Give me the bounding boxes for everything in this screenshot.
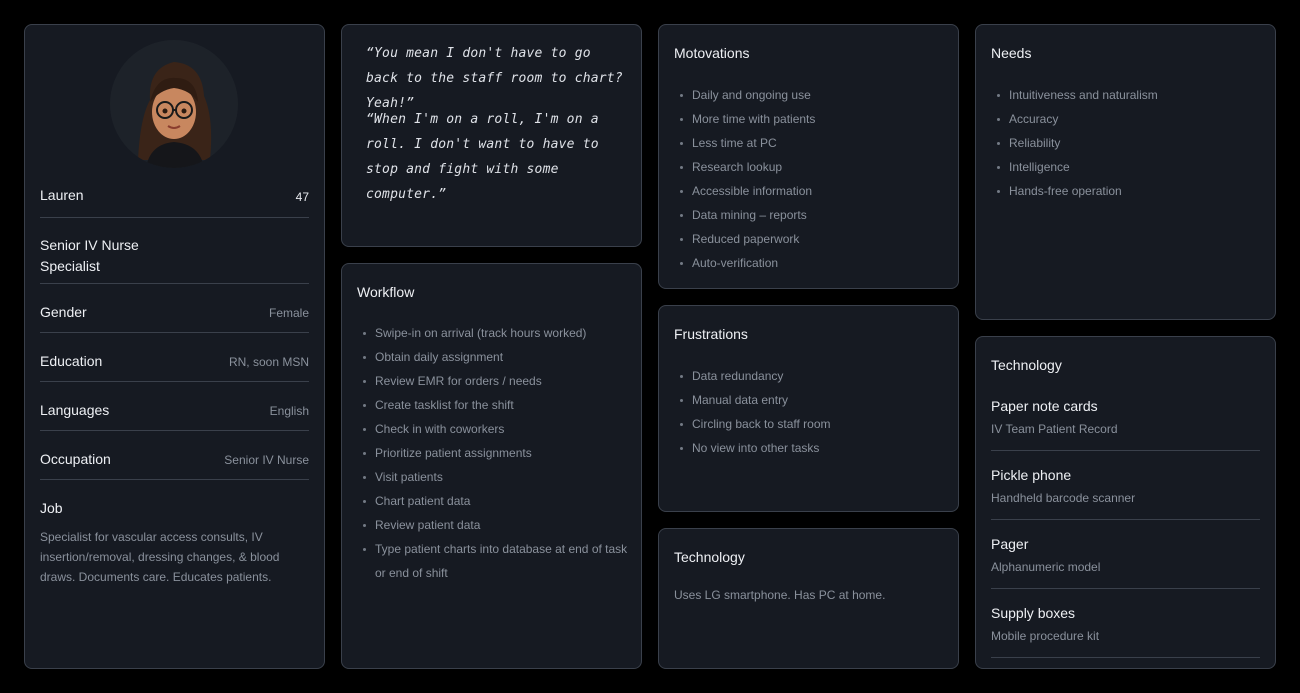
list-item: Research lookup xyxy=(674,155,946,179)
frustrations-card xyxy=(658,305,959,512)
list-item: Type patient charts into database at end of task or end of shift xyxy=(357,537,629,585)
gender-value: Female xyxy=(268,306,309,320)
list-item: Less time at PC xyxy=(674,131,946,155)
profile-row-education xyxy=(40,351,309,382)
list-item: Auto-verification xyxy=(674,251,946,275)
tech-item-name: Supply boxes xyxy=(991,605,1076,621)
list-item: Review patient data xyxy=(357,513,629,537)
list-item: Review EMR for orders / needs xyxy=(357,369,629,393)
motivations-title: Motovations xyxy=(674,45,750,61)
languages-label: Languages xyxy=(40,402,110,418)
avatar xyxy=(110,40,238,168)
profile-row-gender xyxy=(40,302,309,333)
workflow-card xyxy=(341,263,642,669)
quotes-card xyxy=(341,24,642,247)
motivations-list xyxy=(674,83,946,275)
list-item: Reliability xyxy=(991,131,1263,155)
needs-card xyxy=(975,24,1276,320)
gender-label: Gender xyxy=(40,304,87,320)
list-item: Visit patients xyxy=(357,465,629,489)
technology-note-text: Uses LG smartphone. Has PC at home. xyxy=(674,588,886,602)
list-item: Data redundancy xyxy=(674,364,946,388)
tech-item-pager xyxy=(991,536,1260,589)
list-item: More time with patients xyxy=(674,107,946,131)
needs-title: Needs xyxy=(991,45,1032,61)
workflow-title: Workflow xyxy=(357,284,415,300)
technology-note-title: Technology xyxy=(674,549,745,565)
profile-name-row xyxy=(40,185,309,218)
list-item: Swipe-in on arrival (track hours worked) xyxy=(357,321,629,345)
tech-item-name: Pager xyxy=(991,536,1029,552)
tech-item-desc: IV Team Patient Record xyxy=(991,422,1118,436)
languages-value: English xyxy=(269,404,309,418)
technology-list-card xyxy=(975,336,1276,669)
quote-1: “You mean I don't have to go back to the staff room to chart? Yeah!” xyxy=(366,46,623,111)
profile-row-occupation xyxy=(40,449,309,480)
tech-item-desc: Handheld barcode scanner xyxy=(991,491,1136,505)
tech-item-name: Pickle phone xyxy=(991,467,1072,483)
tech-item-paper-note-cards xyxy=(991,398,1260,451)
profile-age: 47 xyxy=(295,190,309,204)
list-item: Check in with coworkers xyxy=(357,417,629,441)
technology-note-card xyxy=(658,528,959,669)
list-item: Data mining – reports xyxy=(674,203,946,227)
job-description: Specialist for vascular access consults, IV insertion/removal, dressing changes, & blood draws. Documents care. Educates patients. xyxy=(40,530,280,584)
tech-item-desc: Mobile procedure kit xyxy=(991,629,1100,643)
list-item: Intelligence xyxy=(991,155,1263,179)
tech-item-pickle-phone xyxy=(991,467,1260,520)
occupation-value: Senior IV Nurse xyxy=(224,453,309,467)
list-item: Reduced paperwork xyxy=(674,227,946,251)
list-item: Manual data entry xyxy=(674,388,946,412)
technology-list-title: Technology xyxy=(991,357,1062,373)
list-item: Hands-free operation xyxy=(991,179,1263,203)
list-item: No view into other tasks xyxy=(674,436,946,460)
profile-card xyxy=(24,24,325,669)
frustrations-title: Frustrations xyxy=(674,326,748,342)
list-item: Circling back to staff room xyxy=(674,412,946,436)
motivations-card xyxy=(658,24,959,289)
list-item: Create tasklist for the shift xyxy=(357,393,629,417)
quote-2: “When I'm on a roll, I'm on a roll. I don't want to have to stop and fight with some computer.” xyxy=(366,112,599,202)
list-item: Accessible information xyxy=(674,179,946,203)
education-label: Education xyxy=(40,353,103,369)
tech-item-name: Paper note cards xyxy=(991,398,1098,414)
list-item: Intuitiveness and naturalism xyxy=(991,83,1263,107)
list-item: Accuracy xyxy=(991,107,1263,131)
list-item: Prioritize patient assignments xyxy=(357,441,629,465)
list-item: Obtain daily assignment xyxy=(357,345,629,369)
tech-item-supply-boxes xyxy=(991,605,1260,658)
workflow-list xyxy=(357,321,629,585)
education-value: RN, soon MSN xyxy=(228,355,309,369)
needs-list xyxy=(991,83,1263,203)
profile-title-row xyxy=(40,235,309,284)
profile-row-languages xyxy=(40,400,309,431)
tech-item-desc: Alphanumeric model xyxy=(991,560,1101,574)
profile-name: Lauren xyxy=(40,187,84,203)
list-item: Chart patient data xyxy=(357,489,629,513)
profile-title: Senior IV Nurse Specialist xyxy=(40,237,139,274)
occupation-label: Occupation xyxy=(40,451,111,467)
frustrations-list xyxy=(674,364,946,460)
job-title: Job xyxy=(40,500,63,516)
list-item: Daily and ongoing use xyxy=(674,83,946,107)
